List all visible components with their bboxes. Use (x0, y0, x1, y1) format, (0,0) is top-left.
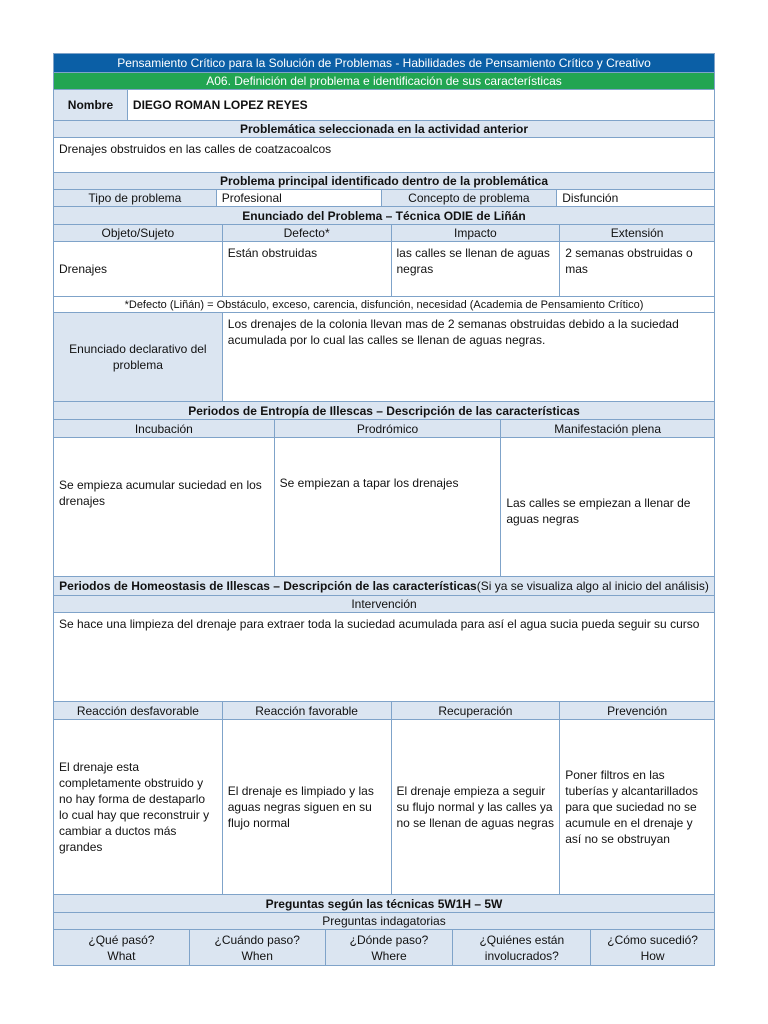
reacciones-columns-row (53, 702, 715, 720)
entropia-columns-row (53, 420, 715, 438)
document-title: Pensamiento Crítico para la Solución de Problemas - Habilidades de Pensamiento Crítico y Creativo (54, 53, 715, 73)
name-label: Nombre (54, 90, 128, 121)
title-row (53, 53, 715, 73)
pregunta-where-es: ¿Dónde paso? (349, 932, 429, 947)
homeostasis-note: (Si ya se visualiza algo al inicio del análisis) (476, 579, 709, 593)
odie-impacto-value: las calles se llenan de aguas negras (392, 242, 561, 297)
activity-subtitle: A06. Definición del problema e identificación de sus características (54, 73, 715, 90)
preguntas-subheader-row (53, 913, 715, 930)
tipo-problema-label: Tipo de problema (54, 190, 217, 207)
problema-principal-label: Problema principal identificado dentro de la problemática (54, 173, 715, 190)
pregunta-who-en: involucrados? (484, 948, 559, 963)
problematica-header-row (53, 121, 715, 138)
problema-tipo-row (53, 190, 715, 207)
problema-principal-header-row (53, 173, 715, 190)
entropia-col-manifestacion: Manifestación plena (501, 420, 715, 438)
pregunta-who-es: ¿Quiénes están (479, 932, 565, 947)
odie-header-row (53, 207, 715, 225)
pregunta-when-es: ¿Cuándo paso? (214, 932, 300, 947)
homeostasis-header-row (53, 577, 715, 596)
pregunta-what-es: ¿Qué pasó? (88, 932, 155, 947)
odie-col-objeto: Objeto/Sujeto (54, 225, 223, 242)
tipo-problema-value: Profesional (217, 190, 382, 207)
pregunta-when-en: When (241, 948, 273, 963)
odie-footnote-row (53, 297, 715, 313)
worksheet (53, 53, 715, 966)
intervencion-value: Se hace una limpieza del drenaje para extraer toda la suciedad acumulada para así el agua sucia pueda seguir su curso (54, 613, 715, 702)
pregunta-how-en: How (640, 948, 665, 963)
pregunta-what (54, 930, 190, 966)
problematica-label: Problemática seleccionada en la actividad anterior (54, 121, 715, 138)
concepto-problema-value: Disfunción (557, 190, 715, 207)
reaccion-desfavorable-value: El drenaje esta completamente obstruido y no hay forma de destaparlo lo cual hay que reconstruir y cambiar a ductos más grandes (54, 720, 223, 895)
recuperacion-value: El drenaje empieza a seguir su flujo normal y las calles ya no se llenan de aguas negras (392, 720, 561, 895)
reacciones-values-row (53, 720, 715, 895)
pregunta-how-es: ¿Cómo sucedió? (607, 932, 698, 947)
preguntas-header-row (53, 895, 715, 913)
odie-extension-value: 2 semanas obstruidas o mas (560, 242, 715, 297)
reaccion-favorable-value: El drenaje es limpiado y las aguas negras siguen en su flujo normal (223, 720, 392, 895)
name-row (53, 90, 715, 121)
odie-defecto-value: Están obstruidas (223, 242, 392, 297)
homeostasis-header (54, 577, 715, 596)
col-reaccion-desfavorable: Reacción desfavorable (54, 702, 223, 720)
problematica-value: Drenajes obstruidos en las calles de coatzacoalcos (54, 138, 715, 173)
entropia-col-prodromico: Prodrómico (275, 420, 502, 438)
preguntas-sublabel: Preguntas indagatorias (54, 913, 715, 930)
odie-columns-row (53, 225, 715, 242)
concepto-problema-label: Concepto de problema (382, 190, 558, 207)
odie-values-row (53, 242, 715, 297)
odie-col-extension: Extensión (560, 225, 715, 242)
col-recuperacion: Recuperación (392, 702, 561, 720)
pregunta-what-en: What (107, 948, 136, 963)
odie-label: Enunciado del Problema – Técnica ODIE de Liñán (54, 207, 715, 225)
entropia-header-row (53, 402, 715, 420)
pregunta-where-en: Where (371, 948, 407, 963)
entropia-values-row (53, 438, 715, 577)
preguntas-label: Preguntas según las técnicas 5W1H – 5W (54, 895, 715, 913)
declarativo-value: Los drenajes de la colonia llevan mas de 2 semanas obstruidas debido a la suciedad acumulada por lo cual las calles se llenan de aguas negras. (223, 313, 715, 402)
intervencion-header-row (53, 596, 715, 613)
col-prevencion: Prevención (560, 702, 715, 720)
pregunta-when (190, 930, 326, 966)
declarativo-label: Enunciado declarativo del problema (54, 313, 223, 402)
name-value: DIEGO ROMAN LOPEZ REYES (128, 90, 715, 121)
odie-objeto-value: Drenajes (54, 242, 223, 297)
pregunta-where (326, 930, 454, 966)
entropia-prodromico-value: Se empiezan a tapar los drenajes (275, 438, 502, 577)
entropia-label: Periodos de Entropía de Illescas – Descripción de las características (54, 402, 715, 420)
problematica-value-row (53, 138, 715, 173)
intervencion-value-row (53, 613, 715, 702)
entropia-incubacion-value: Se empieza acumular suciedad en los drenajes (54, 438, 275, 577)
col-reaccion-favorable: Reacción favorable (223, 702, 392, 720)
pregunta-who (453, 930, 591, 966)
odie-footnote: *Defecto (Liñán) = Obstáculo, exceso, carencia, disfunción, necesidad (Academia de Pensamiento Crítico) (54, 297, 715, 313)
declarativo-row (53, 313, 715, 402)
intervencion-label: Intervención (54, 596, 715, 613)
subtitle-row (53, 73, 715, 90)
prevencion-value: Poner filtros en las tuberías y alcantarillados para que suciedad no se acumule en el drenaje y así no se obstruyan (560, 720, 715, 895)
odie-col-defecto: Defecto* (223, 225, 392, 242)
preguntas-columns-row (53, 930, 715, 966)
odie-col-impacto: Impacto (392, 225, 561, 242)
pregunta-how (591, 930, 715, 966)
entropia-col-incubacion: Incubación (54, 420, 275, 438)
entropia-manifestacion-value: Las calles se empiezan a llenar de aguas negras (501, 438, 715, 577)
homeostasis-label: Periodos de Homeostasis de Illescas – Descripción de las características (59, 579, 477, 593)
